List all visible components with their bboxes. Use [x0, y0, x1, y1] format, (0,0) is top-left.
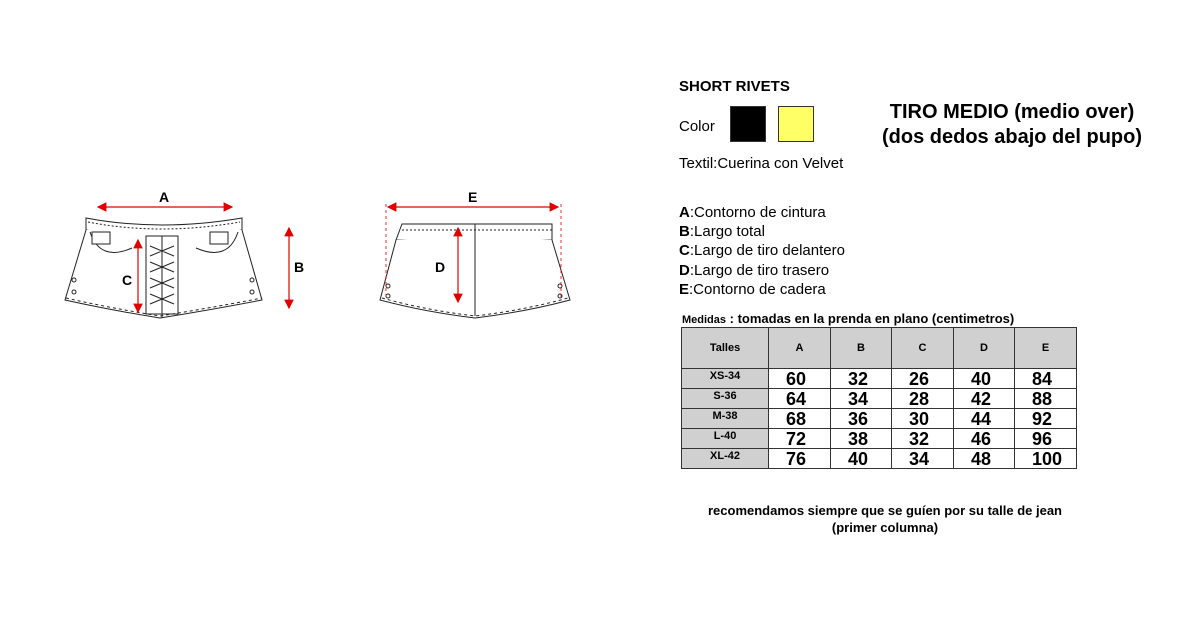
- recommendation-note: [640, 502, 1130, 536]
- legend-item: B:Largo total: [679, 223, 765, 241]
- table-cell: 40: [831, 449, 892, 469]
- header-cell: Talles: [682, 328, 769, 369]
- legend-item: E:Contorno de cadera: [679, 280, 826, 298]
- header-cell: C: [892, 328, 954, 369]
- table-cell: 72: [769, 429, 831, 449]
- table-row: [682, 449, 1077, 469]
- note-line-1: recomendamos siempre que se guíen por su talle de jean: [707, 503, 1062, 518]
- legend-item: D:Largo de tiro trasero: [679, 261, 830, 279]
- table-cell: 84: [1015, 369, 1077, 389]
- table-cell: 96: [1015, 429, 1077, 449]
- table-cell: 92: [1015, 409, 1077, 429]
- size-label: M-38: [682, 409, 769, 429]
- table-cell: 64: [769, 389, 831, 409]
- size-label: XS-34: [682, 369, 769, 389]
- color-swatch-yellow: [778, 106, 814, 142]
- table-row: [682, 429, 1077, 449]
- table-cell: 40: [954, 369, 1015, 389]
- fabric-text: Textil:Cuerina con Velvet: [679, 155, 844, 172]
- table-cell: 44: [954, 409, 1015, 429]
- table-cell: 60: [769, 369, 831, 389]
- table-cell: 48: [954, 449, 1015, 469]
- legend-item: A:Contorno de cintura: [679, 204, 826, 221]
- table-title: Medidas : tomadas en la prenda en plano (centimetros): [682, 311, 1015, 326]
- table-cell: 28: [892, 389, 954, 409]
- front-view: [65, 218, 262, 318]
- table-cell: 30: [892, 409, 954, 429]
- color-label: Color: [679, 118, 715, 135]
- table-row: [682, 409, 1077, 429]
- table-cell: 32: [892, 429, 954, 449]
- table-cell: 76: [769, 449, 831, 469]
- label-a: A: [159, 189, 170, 205]
- legend-item: C:Largo de tiro delantero: [679, 242, 845, 260]
- header-cell: D: [954, 328, 1015, 369]
- table-cell: 34: [831, 389, 892, 409]
- table-cell: 34: [892, 449, 954, 469]
- rise-line-1: TIRO MEDIO (medio over): [889, 101, 1135, 123]
- size-label: XL-42: [682, 449, 769, 469]
- size-label: L-40: [682, 429, 769, 449]
- rise-info: [862, 100, 1162, 150]
- header-cell: E: [1015, 328, 1077, 369]
- table-cell: 46: [954, 429, 1015, 449]
- product-title: SHORT RIVETS: [679, 78, 790, 95]
- label-b: B: [294, 259, 305, 275]
- table-cell: 68: [769, 409, 831, 429]
- header-cell: B: [831, 328, 892, 369]
- label-d: D: [435, 259, 446, 275]
- size-table: [681, 327, 1077, 469]
- table-cell: 100: [1015, 449, 1077, 469]
- label-c: C: [122, 272, 133, 288]
- size-label: S-36: [682, 389, 769, 409]
- table-cell: 42: [954, 389, 1015, 409]
- table-cell: 38: [831, 429, 892, 449]
- shorts-technical-drawing: [0, 0, 640, 360]
- table-row: [682, 389, 1077, 409]
- rise-line-2: (dos dedos abajo del pupo): [882, 126, 1142, 148]
- table-cell: 32: [831, 369, 892, 389]
- table-cell: 26: [892, 369, 954, 389]
- table-row: [682, 369, 1077, 389]
- table-header-row: [682, 328, 1077, 369]
- table-cell: 88: [1015, 389, 1077, 409]
- label-e: E: [468, 189, 478, 205]
- note-line-2: (primer columna): [831, 520, 939, 535]
- back-view: [380, 224, 570, 318]
- measurement-legend: [679, 203, 845, 299]
- color-swatch-black: [730, 106, 766, 142]
- table-cell: 36: [831, 409, 892, 429]
- header-cell: A: [769, 328, 831, 369]
